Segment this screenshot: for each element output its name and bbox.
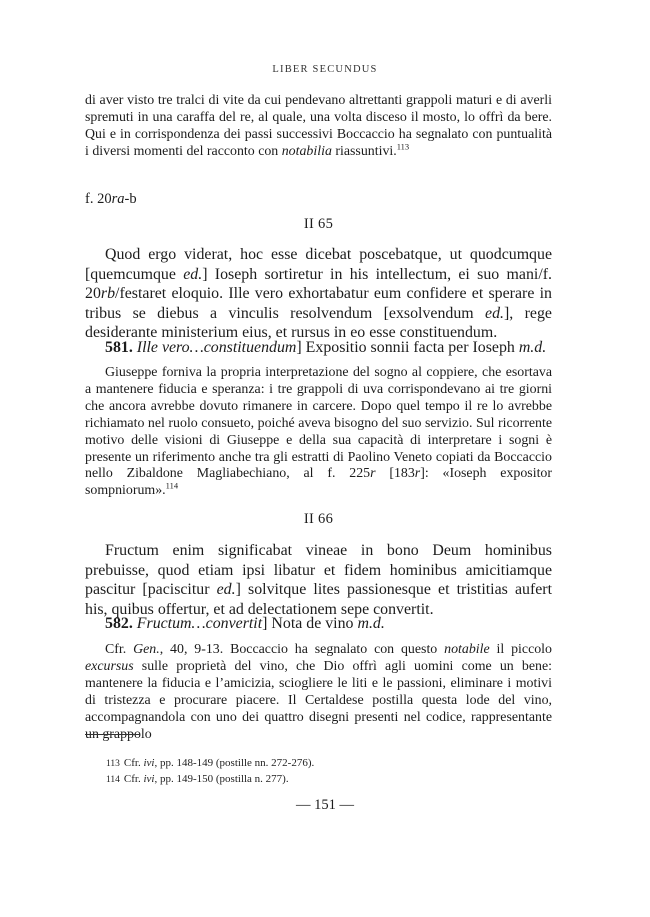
footnote-114: 114 Cfr. ivi, pp. 149-150 (postilla n. 277). [106,773,289,785]
footnote-ref-114[interactable]: 114 [165,480,179,491]
gloss-581: 581. Ille vero…constituendum] Expositio sonnii facta per Ioseph m.d. [105,339,547,356]
section-heading-ii-66: II 66 [303,511,334,527]
intro-paragraph: di aver visto tre tralci di vite da cui pendevano altrettanti grappoli maturi e di averli spremuti in una caraffa del re, al quale, una volta disceso il mosto, lo offrì da bere. Qui e in corrispondenza dei passi successivi Boccaccio ha segnalato con puntualità i diversi momenti del racconto con notabilia riassuntivi.$^{113}$ [85,93,552,159]
gloss-582: 582. Fructum…convertit] Nota de vino m.d. [105,615,385,632]
commentary-581: Giuseppe forniva la propria interpretazione del sogno al coppiere, che esortava a mantenere fiducia e speranza: i tre grappoli di uva corrispondevano ai tre giorni che ancora avrebbe dovuto rimanere in carcere. Dopo quel tempo il re lo avrebbe richiamato nel ruolo consueto, poiché aveva bisogno del suo servizio. Sul ricorrente motivo delle visioni di Giuseppe e della sua capacità di interpretare i sogni è presente un riferimento anche tra gli estratti di Paolino Veneto copiati da Boccaccio nello Zibaldone Magliabechiano, al f. 225r [183r]: «Ioseph expositor sompniorum».$^{114}$ [85,365,552,499]
page-number: — 151 — [296,797,354,813]
footnote-separator [85,734,140,735]
footnote-ref-113[interactable]: 113 [396,141,410,152]
running-head: LIBER SECUNDUS [272,64,378,75]
commentary-582: Cfr. Gen., 40, 9-13. Boccaccio ha segnalato con questo notabile il piccolo excursus sulle proprietà del vino, che Dio offrì agli uomini come un bene: mantenere la fiducia e l’amicizia, sciogliere le liti e le passioni, eliminare i motivi di tristezza e procurare piacere. Il Certaldese postilla questa lode del vino, accompagnandola con uno dei quattro disegni presenti nel codice, rappresentante un grappolo [85,642,552,742]
latin-text-ii-65: Quod ergo viderat, hoc esse dicebat poscebatque, ut quodcumque [quemcumque ed.] Ioseph sortiretur in his intellectum, ei suo mani/f. 20rb/festaret eloquio. Ille vero exhortabatur eum confidere et sperare in tribus se diebus a vinculis resolvendum [exsolvendum ed.], rege desiderante ministerium eius, et rursus in eo esse constituendum. [85,246,552,342]
folio-reference: f. 20ra-b [85,191,137,207]
footnote-113: 113 Cfr. ivi, pp. 148-149 (postille nn. 272-276). [106,757,315,769]
latin-text-ii-66: Fructum enim significabat vineae in bono Deum hominibus prebuisse, quod etiam ipsi libatur et fidem hominibus amicitiamque pascitur [paciscitur ed.] solvitque lites passionesque et tristitias aufert his, quibus offertur, et ad delectationem sepe convertit. [85,542,552,618]
section-heading-ii-65: II 65 [303,216,334,232]
